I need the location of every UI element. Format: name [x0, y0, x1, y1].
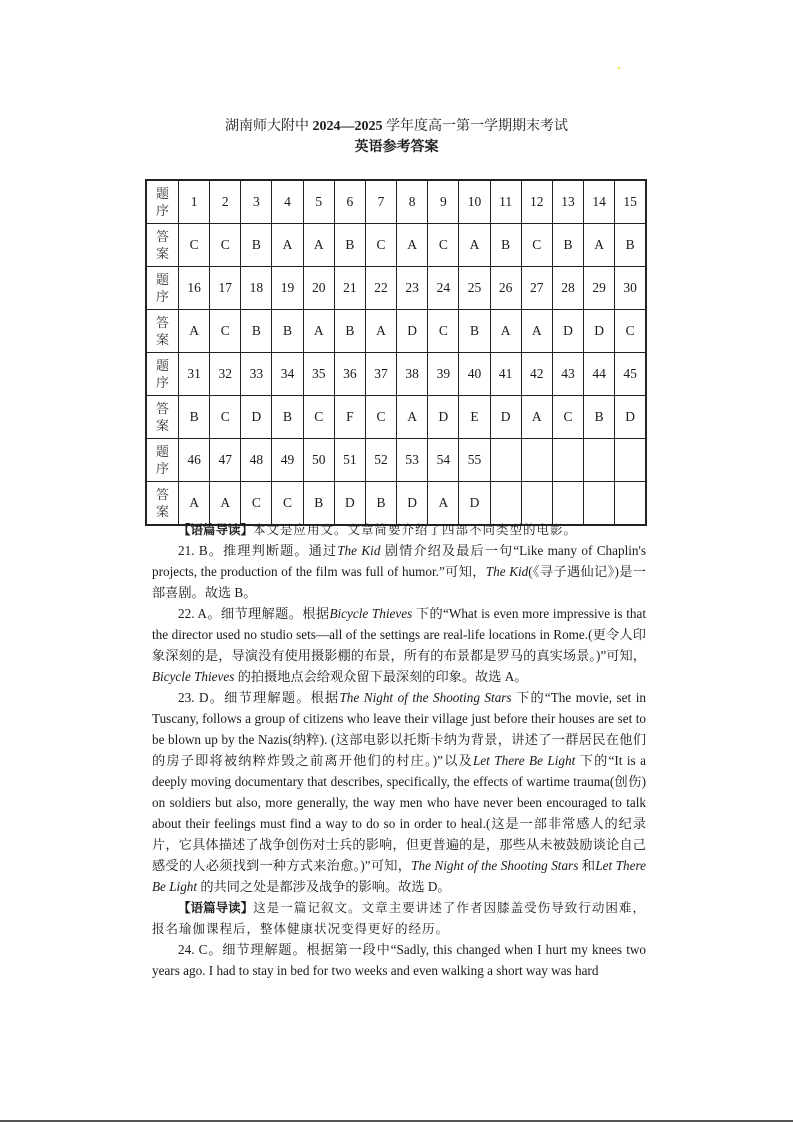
answer-letter: A: [210, 482, 241, 526]
answer-letter: C: [210, 310, 241, 353]
answer-letter: A: [490, 310, 521, 353]
row-header-char: 题: [155, 358, 169, 373]
question-number: 30: [615, 267, 646, 310]
question-number: 4: [272, 180, 303, 224]
answer-letter: B: [179, 396, 210, 439]
row-header: [146, 180, 179, 224]
answer-letter: B: [303, 482, 334, 526]
row-header-char: 案: [155, 418, 169, 433]
question-number: 51: [334, 439, 365, 482]
film-title: Let There Be Light: [472, 753, 576, 768]
answer-letter: D: [615, 396, 646, 439]
answer-letter: B: [459, 310, 490, 353]
row-header-char: 答: [155, 401, 169, 416]
answer-letter: A: [521, 396, 552, 439]
answer-letter: C: [552, 396, 583, 439]
question-number-row: [146, 353, 646, 396]
answer-letter: D: [241, 396, 272, 439]
question-number: 41: [490, 353, 521, 396]
row-header: [146, 310, 179, 353]
answer-letter: C: [365, 224, 396, 267]
passage-guide-1: [152, 519, 646, 540]
question-number-row: [146, 267, 646, 310]
explanation-text: 剧情介绍及最后一句“Like many of Chaplin's projects, the production of the film was full of humor.”可知，: [152, 543, 646, 579]
answer-explanation-24: 24. C。细节理解题。根据第一段中“Sadly, this changed when I hurt my knees two years ago. I had to stay in bed for two weeks and even walking a short way was hard: [152, 942, 646, 978]
question-number: 20: [303, 267, 334, 310]
answer-letter: A: [303, 224, 334, 267]
question-number: 11: [490, 180, 521, 224]
answer-letter: A: [365, 310, 396, 353]
row-header-char: 答: [155, 315, 169, 330]
answer-letter: A: [521, 310, 552, 353]
question-number: 37: [365, 353, 396, 396]
question-number: 1: [179, 180, 210, 224]
answer-letter: A: [179, 310, 210, 353]
guide-label: 【语篇导读】: [178, 900, 254, 915]
answer-table: [145, 179, 647, 526]
answer-letter: A: [397, 396, 428, 439]
answer-letter: B: [552, 224, 583, 267]
answer-explanation-23: [152, 687, 646, 897]
row-header: [146, 224, 179, 267]
row-header-char: 序: [155, 375, 169, 390]
answer-letter: C: [303, 396, 334, 439]
answer-letter: A: [459, 224, 490, 267]
answer-letter: B: [334, 310, 365, 353]
question-number: 29: [584, 267, 615, 310]
answer-letter: D: [459, 482, 490, 526]
row-header-char: 序: [155, 461, 169, 476]
question-number: 53: [397, 439, 428, 482]
question-number: 18: [241, 267, 272, 310]
question-number-row: [146, 180, 646, 224]
title-school: 湖南师大附中: [225, 119, 309, 134]
question-number: 13: [552, 180, 583, 224]
question-number: 19: [272, 267, 303, 310]
question-number: 9: [428, 180, 459, 224]
answer-letter: D: [334, 482, 365, 526]
question-number: 12: [521, 180, 552, 224]
question-number: 55: [459, 439, 490, 482]
row-header-char: 案: [155, 504, 169, 519]
row-header: [146, 439, 179, 482]
question-number: 2: [210, 180, 241, 224]
question-number: [552, 439, 583, 482]
film-title: Let There Be Light: [152, 858, 646, 894]
question-number: 25: [459, 267, 490, 310]
answer-letter: D: [584, 310, 615, 353]
question-number: 40: [459, 353, 490, 396]
answer-letter: B: [615, 224, 646, 267]
film-title: The Kid: [337, 543, 381, 558]
question-number: 21: [334, 267, 365, 310]
answer-letter: C: [272, 482, 303, 526]
explanation-text: 21. B。推理判断题。通过: [178, 543, 338, 558]
row-header-char: 题: [155, 444, 169, 459]
answer-letter: C: [365, 396, 396, 439]
question-number: 16: [179, 267, 210, 310]
answer-letter: C: [179, 224, 210, 267]
answer-letter: B: [241, 310, 272, 353]
document-title: [0, 118, 793, 136]
question-number: 50: [303, 439, 334, 482]
question-number: 15: [615, 180, 646, 224]
answer-letter: D: [397, 482, 428, 526]
question-number: 26: [490, 267, 521, 310]
passage-guide-2: [152, 897, 646, 939]
explanation-text: 下的“The movie, set in Tuscany, follows a group of citizens who leave their village just before their houses are set to be blown up by the Nazis(纳粹). (这部电影以托斯卡纳为背景，讲述了一群居民在他们的房子即将被纳粹炸毁之前离开他们的村庄。)”以及: [152, 690, 646, 768]
row-header: [146, 267, 179, 310]
answer-letter: B: [334, 224, 365, 267]
answer-letter: B: [584, 396, 615, 439]
answer-letter: A: [428, 482, 459, 526]
answer-letter: C: [615, 310, 646, 353]
answer-row: [146, 396, 646, 439]
question-number: 8: [397, 180, 428, 224]
film-title: The Night of the Shooting Stars: [339, 690, 512, 705]
answer-letter: A: [272, 224, 303, 267]
question-number: 7: [365, 180, 396, 224]
question-number: 32: [210, 353, 241, 396]
question-number: 35: [303, 353, 334, 396]
question-number-row: [146, 439, 646, 482]
answer-letter: B: [272, 396, 303, 439]
question-number: [584, 439, 615, 482]
question-number: 48: [241, 439, 272, 482]
question-number: 38: [397, 353, 428, 396]
answer-letter: D: [552, 310, 583, 353]
answer-letter: B: [365, 482, 396, 526]
title-exam: 学年度高一第一学期期末考试: [386, 119, 568, 134]
explanation-text: (《寻子遇仙记》)是一部喜剧。故选 B。: [152, 564, 646, 600]
question-number: 3: [241, 180, 272, 224]
film-title: Bicycle Thieves: [152, 669, 235, 684]
title-years: 2024—2025: [312, 119, 383, 134]
film-title: Bicycle Thieves: [329, 606, 413, 621]
question-number: 43: [552, 353, 583, 396]
question-number: 49: [272, 439, 303, 482]
answer-letter: C: [210, 396, 241, 439]
question-number: [615, 439, 646, 482]
row-header: [146, 396, 179, 439]
explanation-text: 和: [578, 858, 596, 873]
question-number: 45: [615, 353, 646, 396]
question-number: 34: [272, 353, 303, 396]
answer-letter: A: [397, 224, 428, 267]
question-number: 47: [210, 439, 241, 482]
guide-text: 这是一篇记叙文。文章主要讲述了作者因膝盖受伤导致行动困难，报名瑜伽课程后，整体健康状况变得更好的经历。: [152, 900, 646, 936]
answer-letter: C: [521, 224, 552, 267]
question-number: 44: [584, 353, 615, 396]
document-subtitle: 英语参考答案: [354, 140, 439, 155]
answer-letter: C: [428, 310, 459, 353]
answer-letter: D: [490, 396, 521, 439]
answer-letter: C: [241, 482, 272, 526]
question-number: 5: [303, 180, 334, 224]
question-number: 14: [584, 180, 615, 224]
answer-explanation-21: [152, 540, 646, 603]
answer-letter: F: [334, 396, 365, 439]
question-number: 23: [397, 267, 428, 310]
question-number: 10: [459, 180, 490, 224]
explanation-text: 的共同之处是都涉及战争的影响。故选 D。: [197, 879, 451, 894]
explanation-text: 22. A。细节理解题。根据: [178, 606, 330, 621]
answer-row: [146, 224, 646, 267]
question-number: 42: [521, 353, 552, 396]
guide-label: 【语篇导读】: [178, 522, 254, 537]
question-number: 17: [210, 267, 241, 310]
question-number: 24: [428, 267, 459, 310]
film-title: The Night of the Shooting Stars: [411, 858, 579, 873]
row-header-char: 序: [155, 289, 169, 304]
question-number: 54: [428, 439, 459, 482]
row-header-char: 答: [155, 487, 169, 502]
answer-letter: D: [428, 396, 459, 439]
question-number: 31: [179, 353, 210, 396]
question-number: 39: [428, 353, 459, 396]
answer-letter: E: [459, 396, 490, 439]
corner-mark: [618, 67, 620, 69]
question-number: 52: [365, 439, 396, 482]
row-header-char: 序: [155, 203, 169, 218]
answer-letter: B: [272, 310, 303, 353]
question-number: [490, 439, 521, 482]
row-header-char: 题: [155, 272, 169, 287]
row-header-char: 题: [155, 186, 169, 201]
answer-explanation-22: [152, 603, 646, 687]
answer-letter: D: [397, 310, 428, 353]
question-number: 27: [521, 267, 552, 310]
question-number: [521, 439, 552, 482]
explanation-text: 下的“What is even more impressive is that the director used no studio sets—all of the settings are real-life locations in Rome.(更令人印象深刻的是，导演没有使用摄影棚的布景，所有的布景都是罗马的真实场景。)”可知，: [152, 606, 646, 663]
answer-letter: C: [428, 224, 459, 267]
row-header-char: 答: [155, 229, 169, 244]
answer-letter: A: [179, 482, 210, 526]
row-header: [146, 353, 179, 396]
question-number: 46: [179, 439, 210, 482]
answer-letter: B: [490, 224, 521, 267]
explanation-text: 的拍摄地点会给观众留下最深刻的印象。故选 A。: [234, 669, 528, 684]
question-number: 33: [241, 353, 272, 396]
answer-letter: A: [584, 224, 615, 267]
question-number: 6: [334, 180, 365, 224]
row-header-char: 案: [155, 246, 169, 261]
explanation-text: 23. D。细节理解题。根据: [178, 690, 340, 705]
film-title: The Kid: [485, 564, 529, 579]
question-number: 28: [552, 267, 583, 310]
answer-row: [146, 310, 646, 353]
explanation-text: 下的“It is a deeply moving documentary that describes, specifically, the effects of wartime trauma(创伤) on soldiers but also, more generally, the way men who have never been encouraged to talk about their feelings must find a way to do so in order to heal.(这是一部非常感人的纪录片，它具体描述了战争创伤对士兵的影响，但更普遍的是，那些从未被鼓励谈论自己感受的人必须找到一种方式来治愈。)”可知，: [152, 753, 646, 873]
answer-letter: B: [241, 224, 272, 267]
explanations: [152, 519, 646, 981]
question-number: 36: [334, 353, 365, 396]
answer-letter: A: [303, 310, 334, 353]
answer-letter: C: [210, 224, 241, 267]
row-header-char: 案: [155, 332, 169, 347]
guide-text: 本文是应用文。文章简要介绍了四部不同类型的电影。: [253, 522, 578, 537]
question-number: 22: [365, 267, 396, 310]
